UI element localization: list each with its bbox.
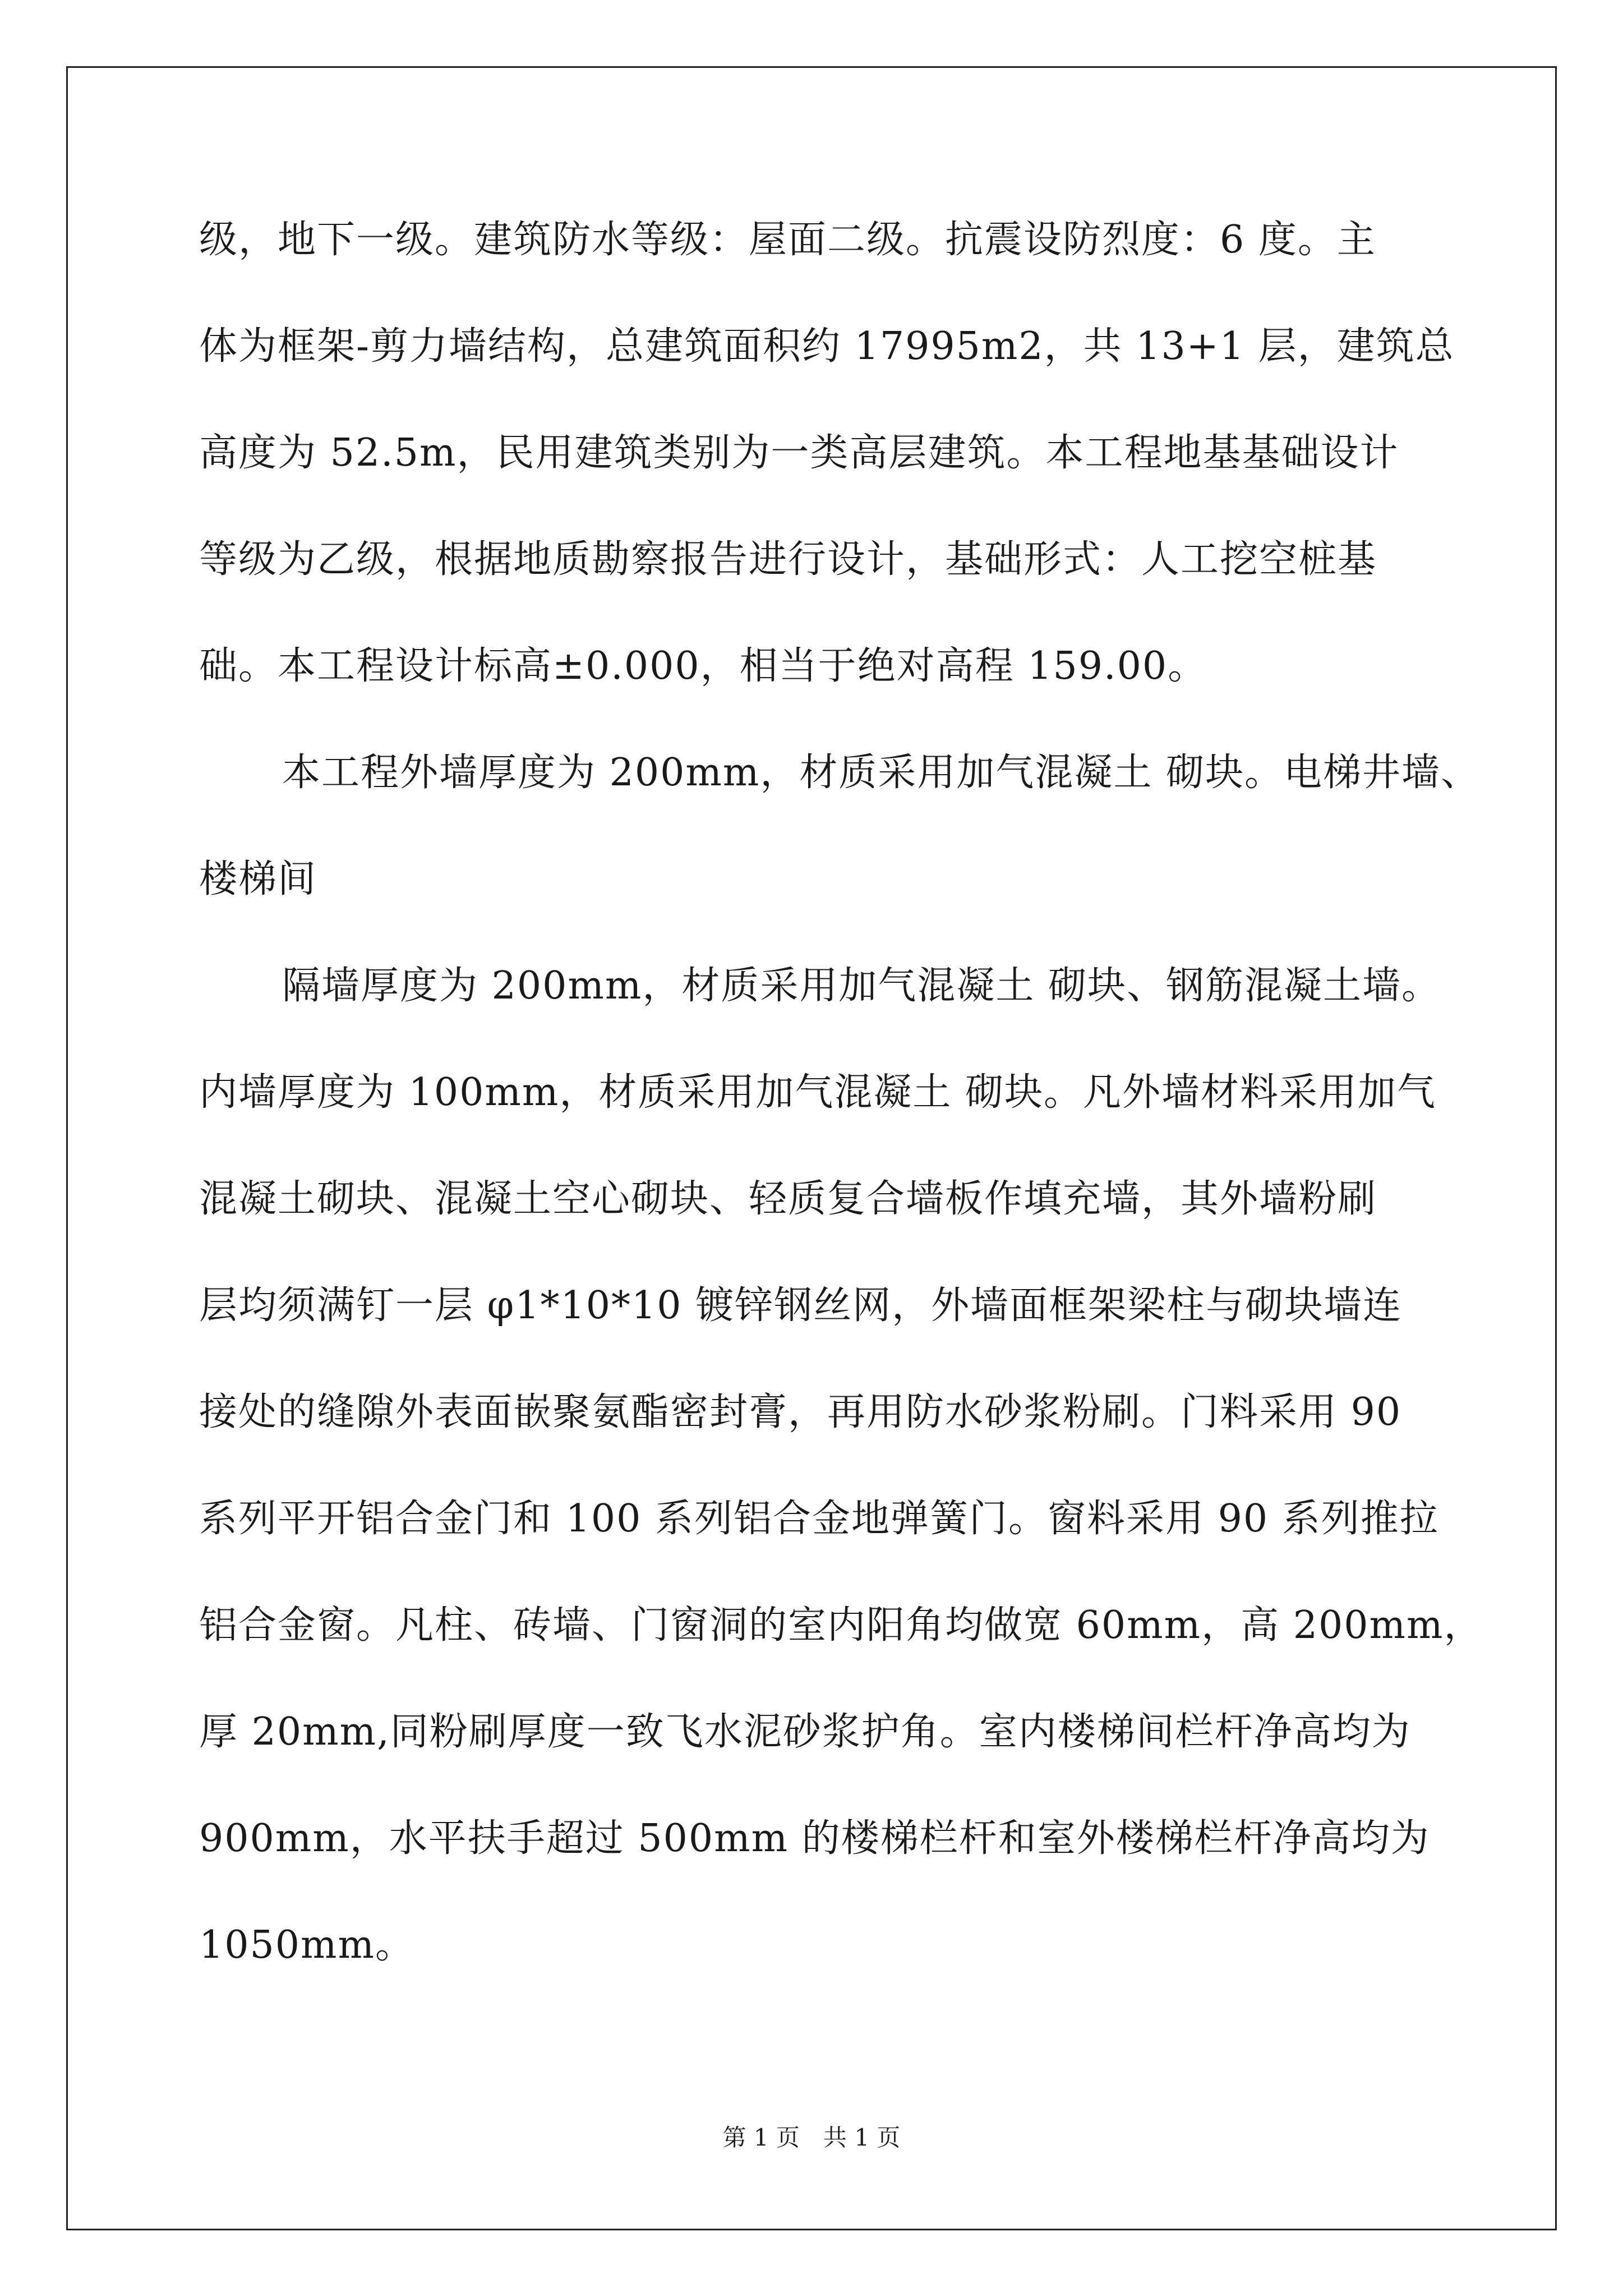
paragraph-line: 级，地下一级。建筑防水等级：屋面二级。抗震设防烈度：6 度。主: [199, 218, 1376, 262]
paragraph-line: 楼梯间: [199, 857, 317, 901]
paragraph-line: 铝合金窗。凡柱、砖墙、门窗洞的室内阳角均做宽 60mm，高 200mm，: [199, 1603, 1483, 1648]
paragraph-line: 层均须满钉一层 φ1*10*10 镀锌钢丝网，外墙面框架梁柱与砌块墙连: [199, 1283, 1403, 1328]
paragraph-line: 高度为 52.5m，民用建筑类别为一类高层建筑。本工程地基基础设计: [199, 431, 1399, 475]
paragraph-line: 内墙厚度为 100mm，材质采用加气混凝土 砌块。凡外墙材料采用加气: [199, 1070, 1436, 1115]
paragraph-line: 900mm，水平扶手超过 500mm 的楼梯栏杆和室外楼梯栏杆净高均为: [199, 1816, 1430, 1861]
paragraph-line: 本工程外墙厚度为 200mm，材质采用加气混凝土 砌块。电梯井墙、: [282, 751, 1480, 795]
paragraph-line: 系列平开铝合金门和 100 系列铝合金地弹簧门。窗料采用 90 系列推拉: [199, 1497, 1439, 1541]
paragraph-line: 厚 20mm,同粉刷厚度一致飞水泥砂浆护角。室内楼梯间栏杆净高均为: [199, 1710, 1411, 1754]
paragraph-line: 混凝土砌块、混凝土空心砌块、轻质复合墙板作填充墙，其外墙粉刷: [199, 1177, 1377, 1221]
page-number-footer: 第 1 页 共 1 页: [722, 2124, 901, 2151]
paragraph-line: 础。本工程设计标高±0.000，相当于绝对高程 159.00。: [199, 644, 1207, 688]
paragraph-line: 接处的缝隙外表面嵌聚氨酯密封膏，再用防水砂浆粉刷。门料采用 90: [199, 1390, 1402, 1434]
paragraph-line: 等级为乙级，根据地质勘察报告进行设计，基础形式：人工挖空桩基: [199, 537, 1377, 582]
paragraph-line: 1050mm。: [199, 1923, 415, 1967]
paragraph-line: 体为框架-剪力墙结构，总建筑面积约 17995m2，共 13+1 层，建筑总: [199, 324, 1455, 369]
page-border: [66, 66, 1557, 2230]
paragraph-line: 隔墙厚度为 200mm，材质采用加气混凝土 砌块、钢筋混凝土墙。: [282, 964, 1441, 1008]
